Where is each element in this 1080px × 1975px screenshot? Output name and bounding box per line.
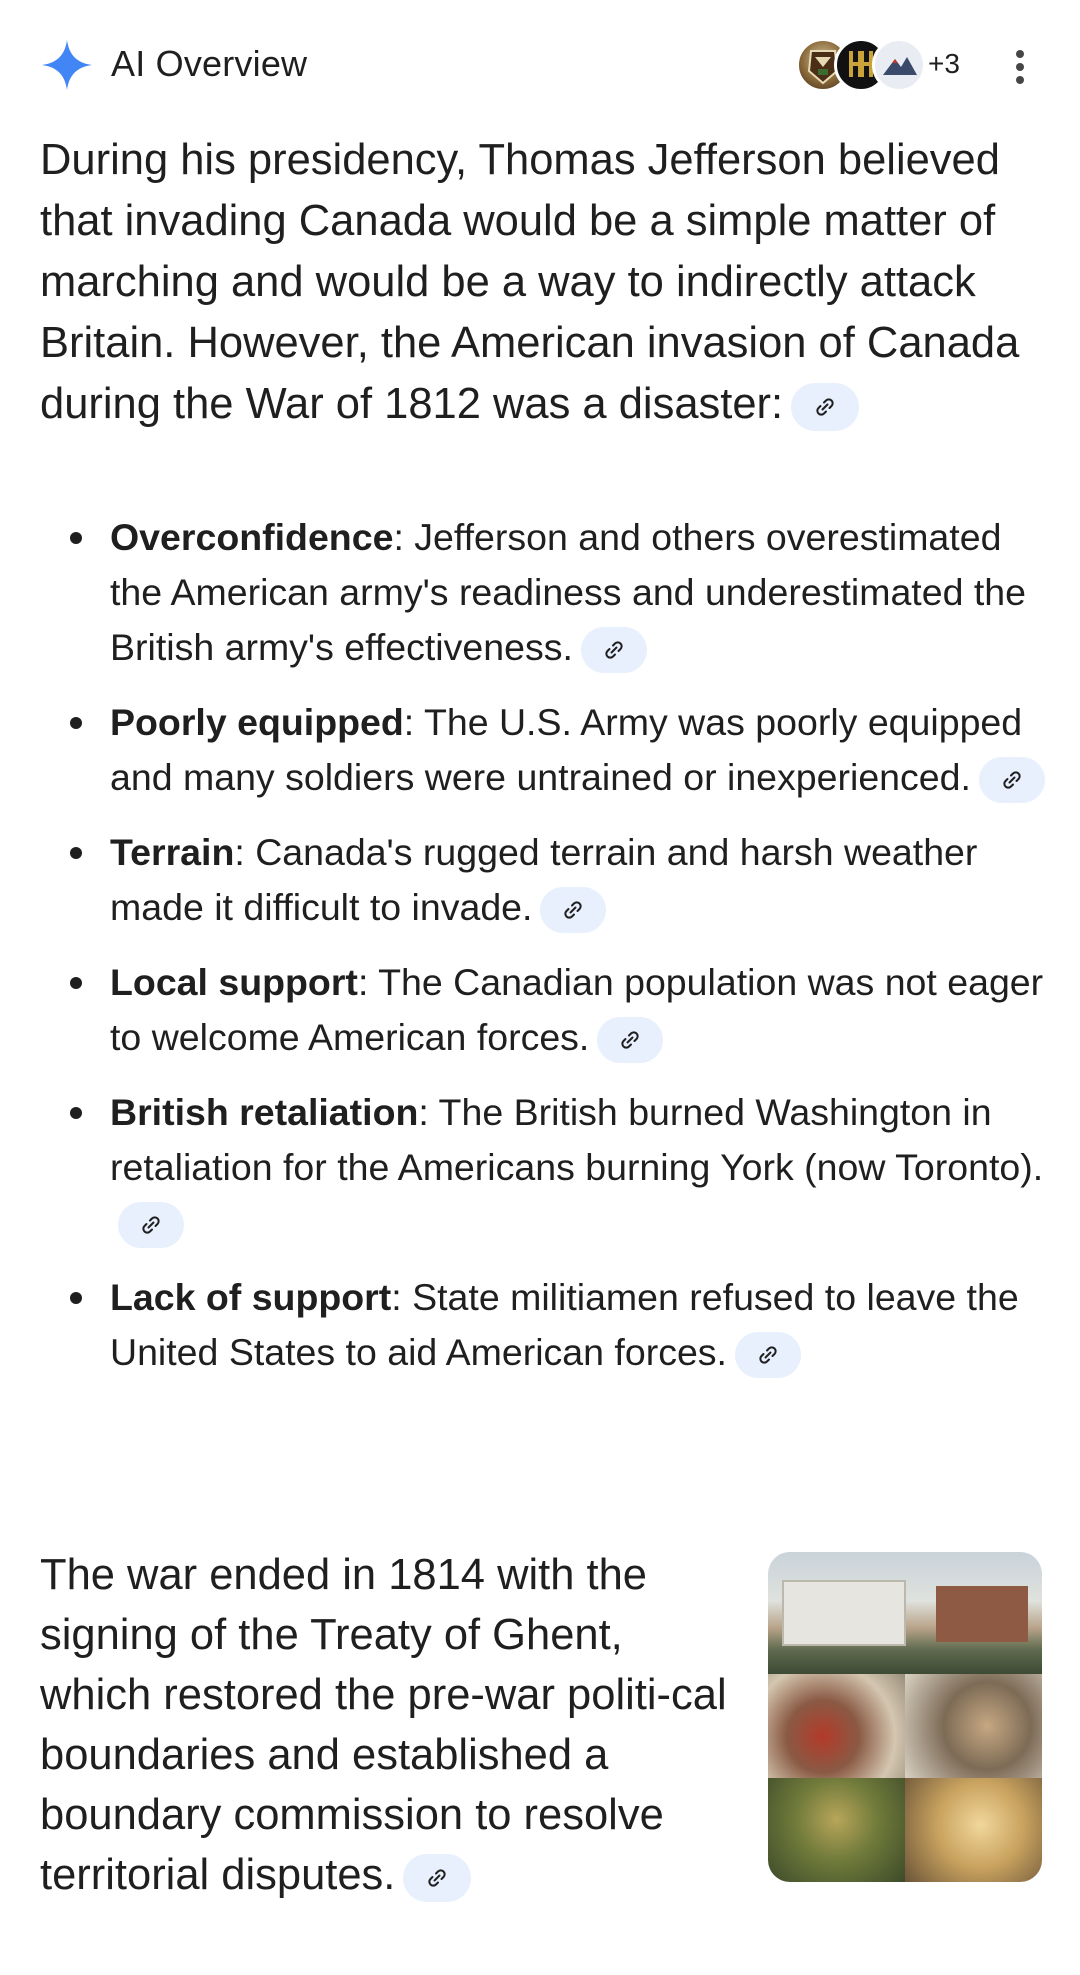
citation-link-button[interactable] bbox=[403, 1854, 471, 1902]
bullet-title: Poorly equipped bbox=[110, 701, 404, 743]
bullet-text: : The Canadian population was not eager to welcome American forces. bbox=[110, 961, 1044, 1058]
bullet-dot bbox=[70, 977, 82, 989]
link-icon bbox=[618, 1028, 642, 1052]
citation-link-button[interactable] bbox=[597, 1017, 663, 1063]
link-icon bbox=[561, 898, 585, 922]
bullet-title: Local support bbox=[110, 961, 358, 1003]
ai-overview-header bbox=[40, 30, 1040, 100]
list-item bbox=[40, 825, 1050, 935]
collage-image-building bbox=[768, 1552, 1042, 1674]
closing-text: The war ended in 1814 with the signing of the Treaty of Ghent, which restored the pre-war politi-cal boundaries and established a boundary commission to resolve territorial disputes. bbox=[40, 1551, 727, 1899]
list-item bbox=[40, 1270, 1050, 1380]
bullet-dot bbox=[70, 847, 82, 859]
list-item bbox=[40, 955, 1050, 1065]
bullet-text: : Jefferson and others overestimated the American army's readiness and underestimated the British army's effectiveness. bbox=[110, 516, 1026, 668]
bullet-text: : The U.S. Army was poorly equipped and many soldiers were untrained or inexperienced. bbox=[110, 701, 1023, 798]
more-vert-icon bbox=[1016, 50, 1024, 58]
intro-paragraph bbox=[40, 130, 1040, 435]
link-icon bbox=[425, 1866, 449, 1890]
more-options-button[interactable] bbox=[1000, 40, 1040, 92]
collage-image-battle-2 bbox=[905, 1674, 1042, 1778]
link-icon bbox=[813, 395, 837, 419]
bullet-title: Lack of support bbox=[110, 1276, 392, 1318]
citation-link-button[interactable] bbox=[118, 1202, 184, 1248]
list-item bbox=[40, 510, 1050, 675]
bullet-text: : State militiamen refused to leave the United States to aid American forces. bbox=[110, 1276, 1019, 1373]
citation-link-button[interactable] bbox=[791, 383, 859, 431]
sources-more-count: +3 bbox=[928, 48, 960, 79]
intro-text: During his presidency, Thomas Jefferson believed that invading Canada would be a simple matter of marching and would be a way to indirectly attack Britain. However, the American invasion of Canada during the War of 1812 was a disaster: bbox=[40, 136, 1020, 428]
link-icon bbox=[1000, 768, 1024, 792]
link-icon bbox=[139, 1213, 163, 1237]
ai-overview-title: AI Overview bbox=[111, 43, 308, 84]
bullet-dot bbox=[70, 1292, 82, 1304]
collage-image-painting bbox=[768, 1778, 905, 1882]
source-avatar-site bbox=[872, 38, 926, 92]
bullet-title: British retaliation bbox=[110, 1091, 419, 1133]
collage-image-battle bbox=[768, 1674, 905, 1778]
image-collage-thumbnail[interactable] bbox=[768, 1552, 1042, 1882]
sparkle-icon bbox=[40, 38, 94, 92]
citation-link-button[interactable] bbox=[540, 887, 606, 933]
bullet-text: : Canada's rugged terrain and harsh weather made it difficult to invade. bbox=[110, 831, 978, 928]
list-item bbox=[40, 1085, 1050, 1250]
bullet-title: Terrain bbox=[110, 831, 235, 873]
link-icon bbox=[756, 1343, 780, 1367]
list-item bbox=[40, 695, 1050, 805]
closing-paragraph bbox=[40, 1545, 740, 1905]
citation-link-button[interactable] bbox=[581, 627, 647, 673]
bullet-title: Overconfidence bbox=[110, 516, 394, 558]
bullet-dot bbox=[70, 532, 82, 544]
sources-button[interactable] bbox=[796, 38, 1016, 94]
collage-image-ships bbox=[905, 1778, 1042, 1882]
bullet-text: : The British burned Washington in retaliation for the Americans burning York (now Toronto). bbox=[110, 1091, 1044, 1188]
citation-link-button[interactable] bbox=[979, 757, 1045, 803]
reasons-list bbox=[40, 510, 1050, 1400]
bullet-dot bbox=[70, 1107, 82, 1119]
link-icon bbox=[602, 638, 626, 662]
bullet-dot bbox=[70, 717, 82, 729]
citation-link-button[interactable] bbox=[735, 1332, 801, 1378]
